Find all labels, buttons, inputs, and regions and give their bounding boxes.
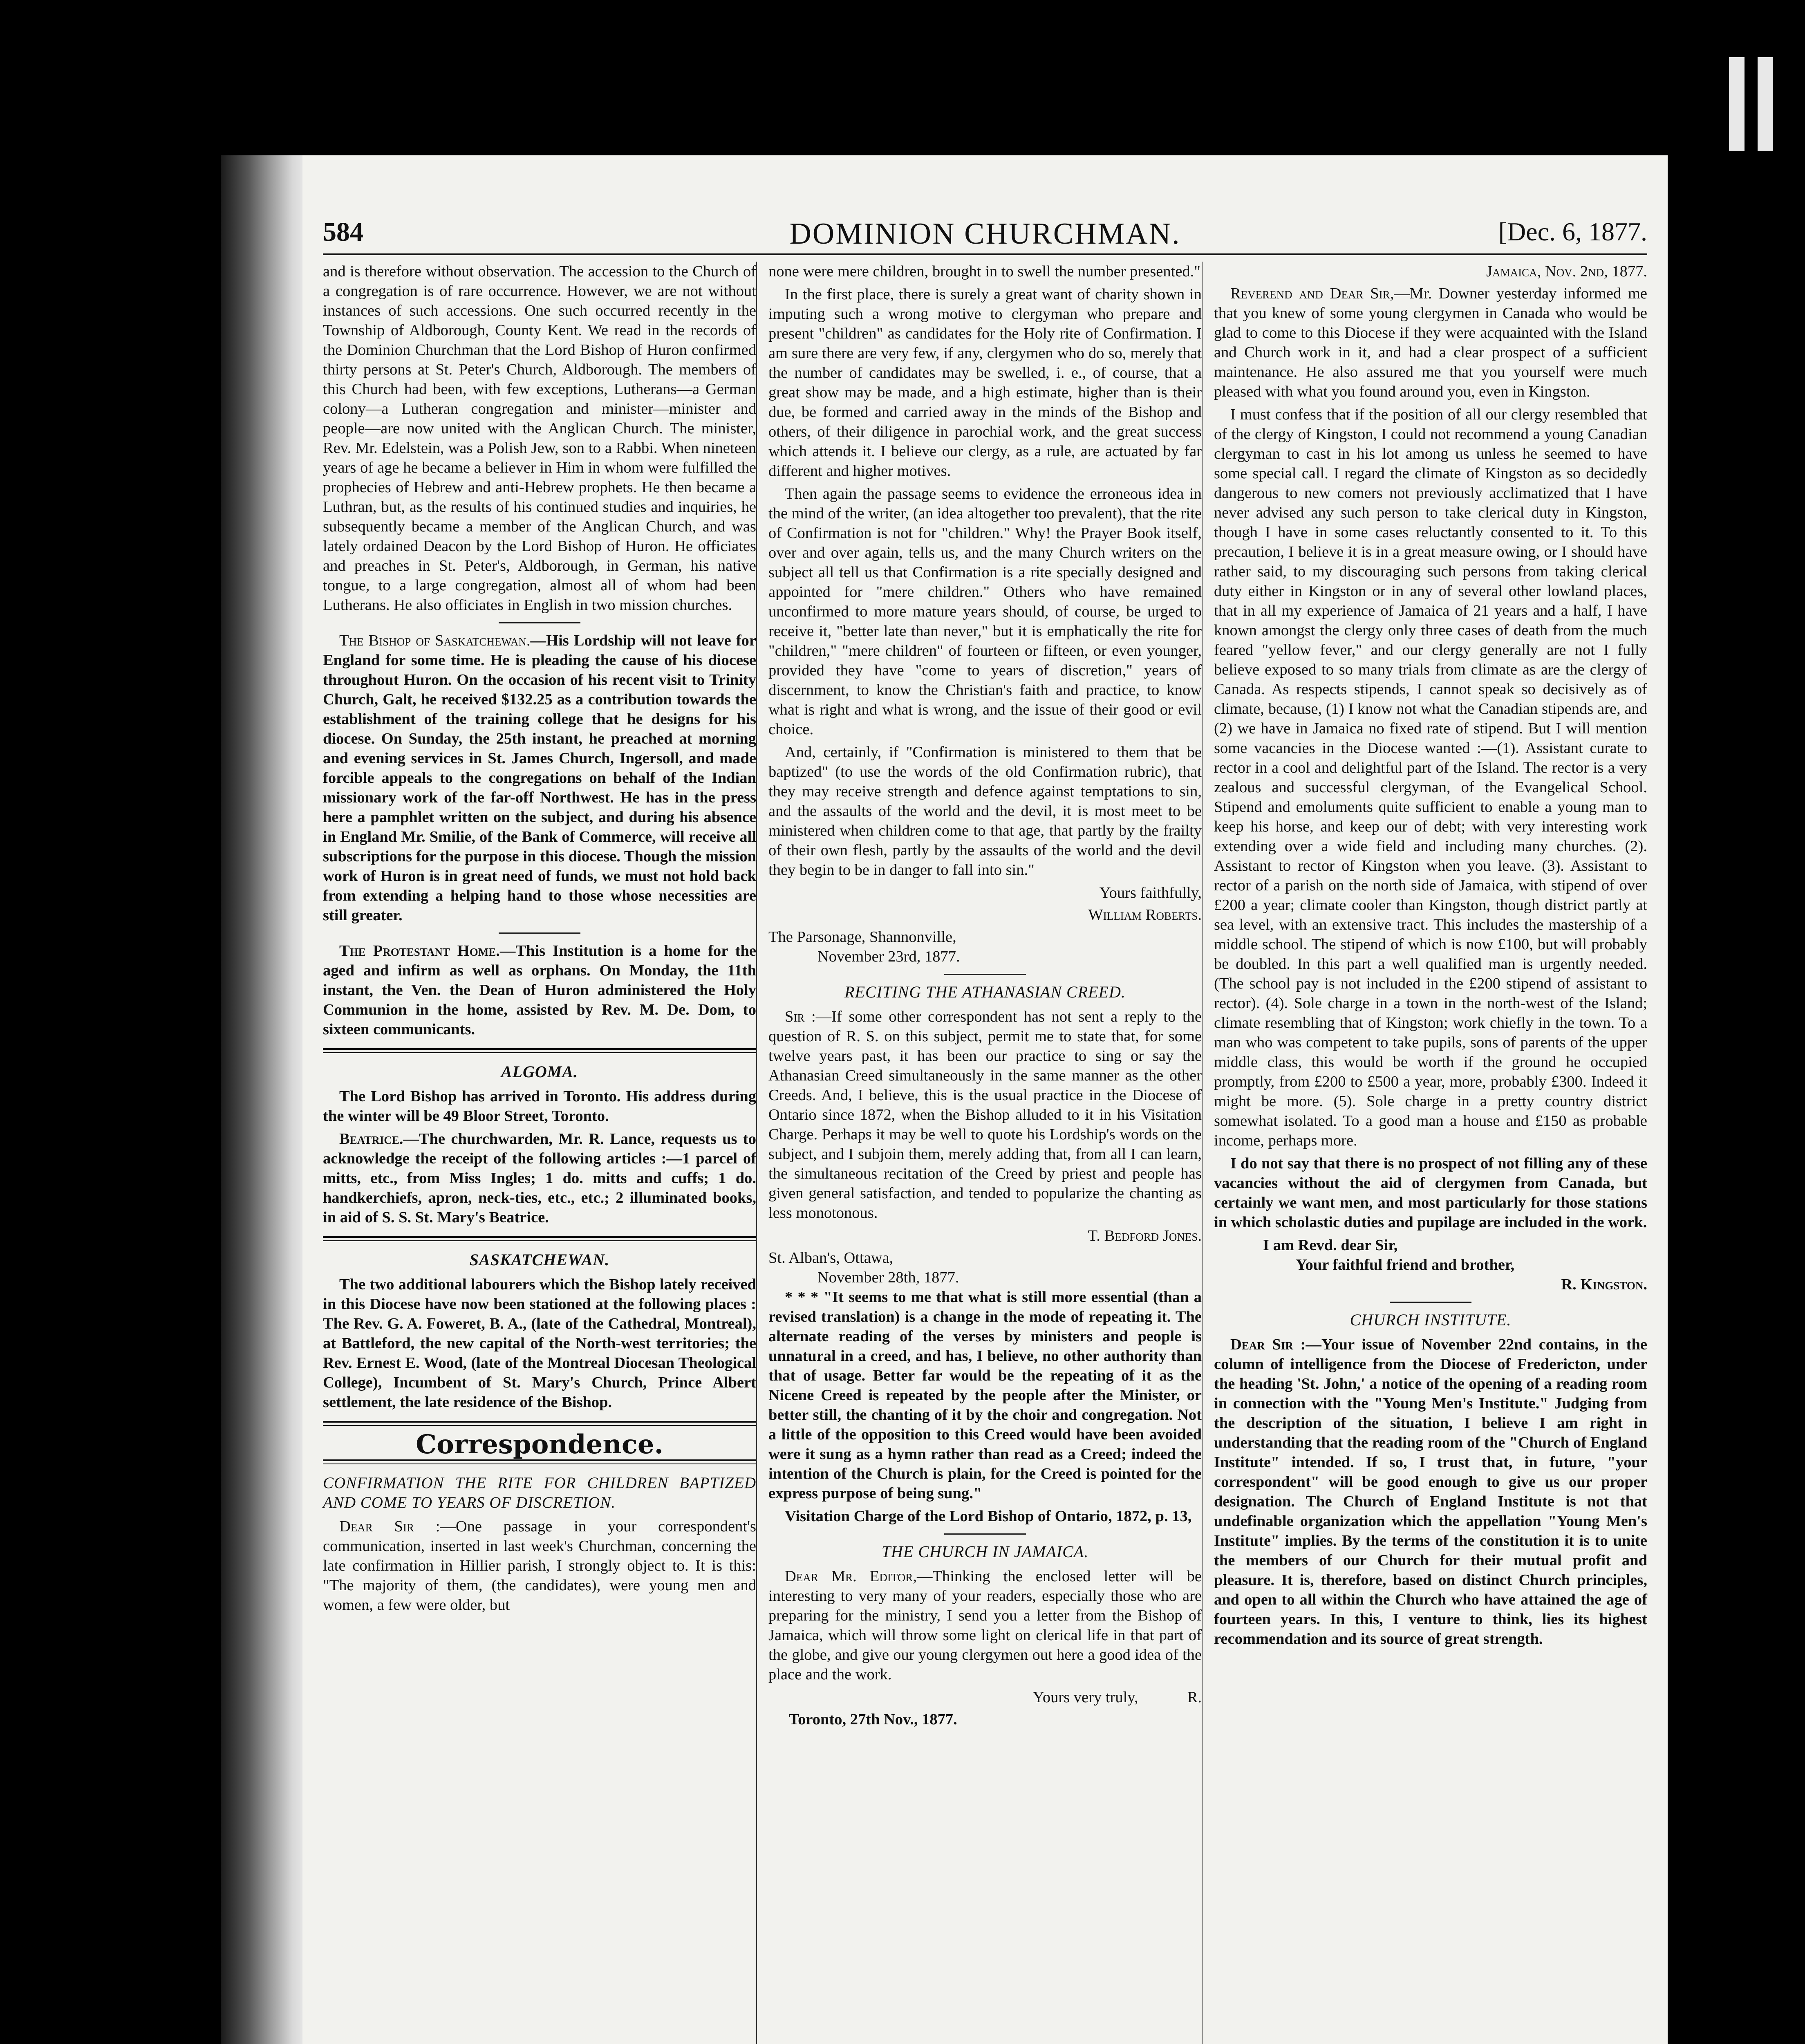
- visitation-quote: * * * "It seems to me that what is still more essential (than a revised translation) is a change in the mode of repeating it. The alternate reading of the verses by ministers and people is unnatural in a creed, and has, I believe, no other authority than that of usage. Better far would be the repeating of it as the Nicene Creed is repeated by the people after the Minister, or better still, the chanting of it by the choir and congregation. Not a little of the opposition to this Creed would have been avoided were it sung as a hymn rather than read as a Creed; indeed the intention of the Church is plain, for the Creed is pointed for the express purpose of being sung.": [768, 1289, 1202, 1502]
- newspaper-page: [302, 155, 1668, 2044]
- masthead-title: DOMINION CHURCHMAN.: [789, 217, 1181, 251]
- short-rule: [499, 932, 580, 934]
- salutation: Dear Mr. Editor,: [785, 1568, 917, 1585]
- letter-body: :—Your issue of November 22nd contains, in the column of intelligence from the Diocese of Fredericton, under the heading 'St. John,' a notice of the opening of a reading room in connection with the "Young Men's Institute." Judging from the description of the situation, I believe I am right in understanding that the reading room of the "Church of England Institute" intended. If so, I trust that, in future, "your correspondent" will be good enough to give us our proper designation. The Church of England Institute is not that undefinable organization which the appellation "Young Men's Institute" implies. By the terms of the constitution it is to unite the members of our Church for their mutual profit and pleasure. It is, therefore, based on distinct Church principles, and open to all within the Church who have attained the age of fourteen years. In this, I venture to think, lies its highest recommendation and its source of great strength.: [1214, 1336, 1647, 1647]
- athanasian-letter: [768, 1007, 1202, 1223]
- header-rule: [323, 253, 1647, 255]
- section-double-rule: [323, 1421, 756, 1426]
- letter-body: —Thinking the enclosed letter will be interesting to very many of your readers, especially those who are preparing for the ministry, I send you a letter from the Bishop of Jamaica, which will throw some light on clerical life in that part of the globe, and give our young clergymen out here a good idea of the place and the work.: [768, 1568, 1202, 1683]
- section-heading-church-institute: CHURCH INSTITUTE.: [1350, 1311, 1512, 1329]
- paragraph-body: —His Lordship will not leave for England for some time. He is pleading the cause of his diocese throughout Huron. On the occasion of his recent visit to Trinity Church, Galt, he received $132.25 as a contribution towards the establishment of the training college that he designs for his diocese. On Sunday, the 25th instant, he preached at morning and evening services in St. James Church, Ingersoll, and made forcible appeals to the congregations on behalf of the Indian missionary work of the far-off Northwest. He has in the press here a pamphlet written on the subject, and during his absence in England Mr. Smilie, of the Bank of Commerce, will receive all subscriptions for the purpose in this diocese. Though the mission work of Huron is in great need of funds, we must not hold back from extending a helping hand to those whose necessities are still greater.: [323, 632, 756, 924]
- letter-body: :—If some other correspondent has not sent a reply to the question of R. S. on this subject, permit me to state that, for some twelve years past, it has been our practice to sing or say the Athanasian Creed simultaneously in the same manner as the other Creeds. And, I believe, this is the usual practice in the Diocese of Ontario since 1872, when the Bishop alluded to it in his Visitation Charge. Perhaps it may be well to quote his Lordship's words on the subject, and I subjoin them, merely adding that, from all I can learn, the simultaneous recitation of the Creed by priest and people has given general satisfaction, and tended to popularize the chanting as less monotonous.: [768, 1008, 1202, 1221]
- beatrice-paragraph: [323, 1129, 756, 1227]
- protestant-home-paragraph: [323, 941, 756, 1039]
- signature-closing: [768, 1688, 1202, 1707]
- issue-date: [Dec. 6, 1877.: [1498, 217, 1647, 246]
- letter-date: November 23rd, 1877.: [817, 948, 960, 965]
- paragraph-body: —This Institution is a home for the aged and infirm as well as orphans. On Monday, the 11th instant, the Ven. the Dean of Huron administered the Holy Communion in the home, assisted by Rev. M. De. Dom, to sixteen communicants.: [323, 942, 756, 1038]
- bishop-letter-vacancies: I must confess that if the position of all our clergy resembled that of the clergy of Kingston, I could not recommend a young Canadian clergyman to cast in his lot among us unless he seemed to have some special call. I regard the climate of Kingston as so decidedly dangerous to new comers not previously acclimatized that I have never advised any such person to take clerical duty in Kingston, though I have in some cases reluctantly consented to it. To this precaution, I believe it is in a great measure owing, or I should have rather said, to my discouraging such persons from taking clerical duty either in Kingston or in any of several other lowland places, that in all my experience of Jamaica of 21 years and a half, I have known amongst the clergy only three cases of death from the much feared "yellow fever," and our clergy generally are not I fully believe exposed to so many trials from climate as are the clergy of Canada. As respects stipends, I cannot speak so decisively as of climate, because, (1) I know not what the Canadian stipends are, and (2) we have in Jamaica no fixed rate of stipend. But I will mention some vacancies in the Diocese wanted :—(1). Assistant curate to rector in a cool and delightful part of the Island. The rector is a very zealous and successful clergyman, of the Evangelical School. Stipend and emoluments quite sufficient to enable a young man to keep his horse, and keep our of debt; with very interesting work extending over a wide field and including many churches. (2). Assistant to rector of Kingston when you leave. (3). Assistant to rector of a parish on the north side of Jamaica, with stipend of over £200 a year; climate cooler than Kingston, though district partly at sea level, with an extensive tract. This includes the mastership of a middle school. The stipend of which is now £100, but will probably be doubled. In this part a well qualified man is urgently needed. (The school pay is not included in the £200 stipend of assistant to rector). (4). Sole charge in a town in the north-west of the Island; climate resembling that of Kingston; work chiefly in the town. To a man who was competent to take pupils, sons of parents of the upper middle class, this would be worth if the ground he occupied promptly, from £200 to £500 a year, more, probably £300. Indeed it might be more. (5). Sole charge in a pretty country district somewhat isolated. To a good man a house and £150 as probable income, perhaps more.: [1214, 406, 1647, 1149]
- book-page-edge: [221, 155, 311, 2044]
- visitation-citation: Visitation Charge of the Lord Bishop of Ontario, 1872, p. 13,: [785, 1508, 1192, 1525]
- aldborough-paragraph: and is therefore without observation. The accession to the Church of a congregation is of rare occurrence. However, we are not without instances of such accessions. One such occurred recently in the Township of Aldborough, County Kent. We read in the records of the Dominion Churchman that the Lord Bishop of Huron confirmed thirty persons at St. Peter's Church, Aldborough. The members of this Church had been, with few exceptions, Lutherans—a German colony—a Lutheran congregation and minister—minister and people—are now united with the Anglican Church. The minister, Rev. Mr. Edelstein, was a Polish Jew, son to a Rabbi. When nineteen years of age he became a believer in Him in whom were fulfilled the prophecies of Hebrew and anti-Hebrew prophets. He then became a Luthran, but, as the results of his continued studies and inquiries, he subsequently became a member of the Anglican Church, and was lately ordained Deacon by the Lord Bishop of Huron. He officiates and preaches in St. Peter's, Aldborough, in German, his native tongue, to a large congregation, almost all of whom had been Lutherans. He also officiates in English in two mission churches.: [323, 263, 756, 614]
- column-3: [1214, 262, 1647, 1652]
- bishop-letter-closing-paragraph: I do not say that there is no prospect of not filling any of these vacancies without the aid of clergymen from Canada, but certainly we want men, and most particularly for those stations in which scholastic duties and pupilage are included in the work.: [1214, 1155, 1647, 1231]
- section-heading-algoma: ALGOMA.: [501, 1062, 578, 1081]
- salutation: Dear Sir: [1230, 1336, 1293, 1353]
- jamaica-intro-letter: [768, 1567, 1202, 1684]
- signature-name: William Roberts.: [1088, 906, 1202, 923]
- short-rule: [1390, 1302, 1471, 1303]
- letter-continuation: none were mere children, brought in to swell the number presented.": [768, 263, 1201, 280]
- signature-closing: Yours faithfully,: [1099, 884, 1202, 901]
- section-double-rule: [323, 1236, 756, 1241]
- section-heading-saskatchewan: SASKATCHEWAN.: [469, 1251, 610, 1269]
- run-in-heading: The Protestant Home.: [339, 942, 500, 959]
- algoma-paragraph: The Lord Bishop has arrived in Toronto. His address during the winter will be 49 Bloor Street, Toronto.: [323, 1088, 756, 1125]
- letter-place: St. Alban's, Ottawa,: [768, 1249, 894, 1266]
- saskatchewan-paragraph: The two additional labourers which the Bishop lately received in this Diocese have now been stationed at the following places : The Rev. G. A. Foweret, B. A., (late of the Cathedral, Montreal), at Battleford, the new capital of the North-west territories; the Rev. Ernest E. Wood, (late of the Montreal Diocesan Theological College), Incumbent of St. Mary's Church, Prince Albert settlement, the late residence of the Bishop.: [323, 1276, 756, 1411]
- salutation: Dear Sir: [339, 1518, 414, 1535]
- section-heading-jamaica: THE CHURCH IN JAMAICA.: [881, 1542, 1089, 1561]
- letter-closing: I am Revd. dear Sir,: [1263, 1237, 1398, 1254]
- column-1: [323, 262, 756, 1618]
- page-header: [323, 217, 1647, 253]
- letter-date: November 28th, 1877.: [817, 1269, 959, 1286]
- letter-place: The Parsonage, Shannonville,: [768, 928, 956, 946]
- short-rule: [944, 1533, 1026, 1535]
- run-in-heading: The Bishop of Saskatchewan.: [339, 632, 531, 649]
- short-rule: [944, 974, 1026, 975]
- letter-paragraph: In the first place, there is surely a great want of charity shown in imputing such a wrong motive to clergyman who prepare and present "children" as candidates for the Holy rite of Confirmation. I am sure there are very few, if any, clergymen who do so, merely that the number of candidates may be swelled, i. e., of course, that a great show may be made, and a high estimate, higher than is their due, be formed and carried away in the minds of the Bishop and others, of their diligence in parochial work, and the great success which attends it. I believe our clergy, as a rule, are actuated by far different and higher motives.: [768, 286, 1202, 480]
- column-divider: [1202, 262, 1203, 2044]
- saskatchewan-bishop-paragraph: [323, 631, 756, 925]
- letter-dateline: Jamaica, Nov. 2nd, 1877.: [1486, 263, 1647, 280]
- letter-body: —Mr. Downer yesterday informed me that you knew of some young clergymen in Canada who would be glad to come to this Diocese if they were acquainted with the Island and Church work in it, and had a clear prospect of a sufficient maintenance. He also assured me that you yourself were much pleased with what you found around you, even in Kingston.: [1214, 285, 1647, 400]
- salutation: Sir: [785, 1008, 805, 1025]
- bishop-letter-opening: [1214, 284, 1647, 401]
- correspondence-heading: Correspondence.: [416, 1429, 663, 1460]
- run-in-heading: Beatrice.: [339, 1130, 403, 1148]
- section-double-rule: [323, 1048, 756, 1053]
- film-marker-top: [1729, 57, 1778, 151]
- letter-body: :—One passage in your correspondent's communication, inserted in last week's Churchman, concerning the late confirmation in Hillier parish, I strongly object to. It is this: "The majority of them, (the candidates), were young men and women, a few were older, but: [323, 1518, 757, 1614]
- letter-closing: Your faithful friend and brother,: [1296, 1256, 1515, 1273]
- signature-text: Yours very truly,: [1032, 1689, 1138, 1706]
- page-number: 584: [323, 217, 363, 247]
- letter-date: Toronto, 27th Nov., 1877.: [789, 1711, 957, 1728]
- letter-paragraph: Then again the passage seems to evidence the erroneous idea in the mind of the writer, (an idea altogether too prevalent), that the rite of Confirmation is not for "children." Why! the Prayer Book itself, over and over again, tells us, and the many Church writers on the subject all tell us that Confirmation is a rite specially designed and appointed for "mere children." Others who have remained unconfirmed to more mature years should, of course, be urged to receive it, "better late than never," but it is emphatically the rite for "children," "mere children" of fourteen or fifteen, or even younger, provided they have "come to years of discretion," years of discernment, to know the Christian's faith and practice, to know what is right and what is wrong, and the issue of their good or evil choice.: [768, 485, 1202, 738]
- signature-name: R. Kingston.: [1561, 1276, 1647, 1293]
- letter-paragraph: And, certainly, if "Confirmation is ministered to them that be baptized" (to use the words of the old Confirmation rubric), that they may receive strength and defence against temptations to sin, and the assaults of the world and the devil, it is most meet to be ministered when children come to that age, that partly by the frailty of their own flesh, partly by the assaults of the world and the devil they begin to be in danger to fall into sin.": [768, 744, 1202, 879]
- section-heading-athanasian: RECITING THE ATHANASIAN CREED.: [844, 983, 1126, 1001]
- confirmation-letter: [323, 1517, 756, 1615]
- section-double-rule: [323, 1459, 756, 1464]
- paragraph-body: —The churchwarden, Mr. R. Lance, requests us to acknowledge the receipt of the following articles :—1 parcel of mitts, etc., from Miss Ingles; 1 do. mitts and cuffs; 1 do. handkerchiefs, apron, neck-ties, etc., etc.; 2 illuminated books, in aid of S. S. St. Mary's Beatrice.: [323, 1130, 756, 1226]
- signature-name: T. Bedford Jones.: [1088, 1227, 1202, 1244]
- salutation: Reverend and Dear Sir,: [1230, 285, 1394, 302]
- short-rule: [499, 622, 580, 623]
- church-institute-letter: [1214, 1335, 1647, 1649]
- column-2: [768, 262, 1202, 1729]
- signature-initial: R.: [1187, 1689, 1202, 1706]
- confirmation-heading: CONFIRMATION THE RITE FOR CHILDREN BAPTIZED AND COME TO YEARS OF DISCRETION.: [323, 1474, 756, 1511]
- column-divider: [756, 262, 757, 2044]
